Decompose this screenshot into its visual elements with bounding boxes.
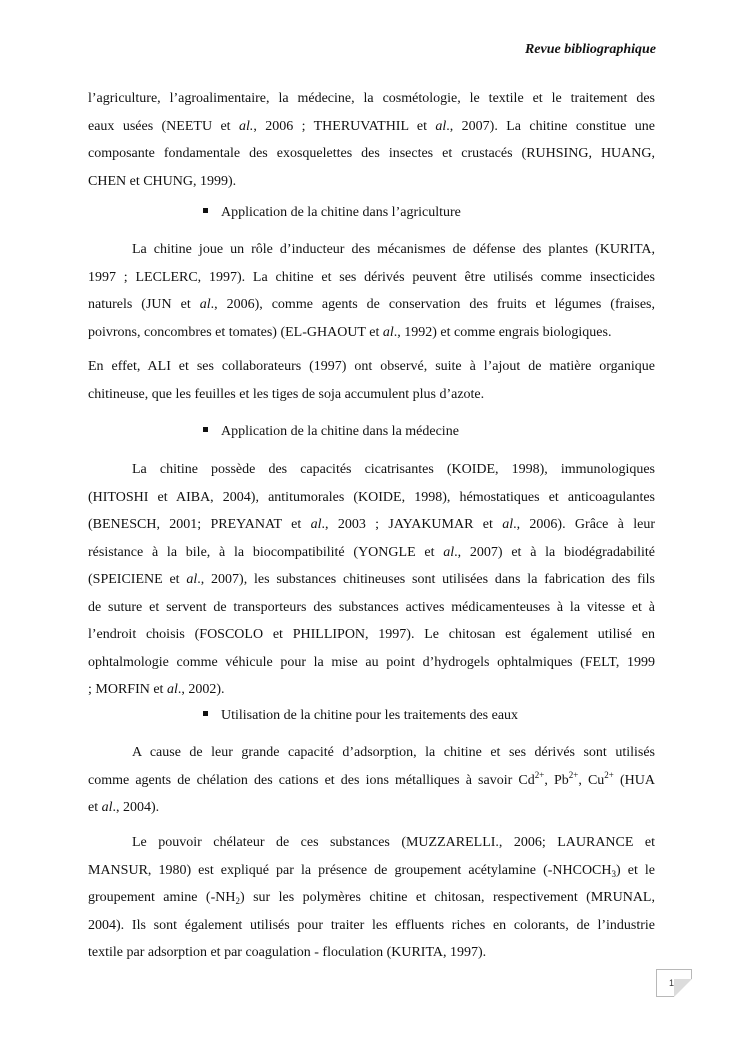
page-number-box: [656, 969, 692, 997]
paragraph-medecine: La chitine possède des capacités cicatrisantes (KOIDE, 1998), immunologiques (HITOSHI et AIBA, 2004), antitumorales (KOIDE, 1998), hémostatiques et anticoagulantes (BENESCH, 2001; PREYANAT et al., 2003 ; JAYAKUMAR et al., 2006). Grâce à leur résistance à la bile, à la biocompatibilité (YONGLE et al., 2007) et à la biodégradabilité (SPEICIENE et al., 2007), les substances chitineuses sont utilisées dans la fabrication des fils de suture et servent de transporteurs des substances actives médicamenteuses à la vitesse et à l’endroit choisis (FOSCOLO et PHILLIPON, 1997). Le chitosan est également utilisé en ophtalmologie comme véhicule pour la mise au point d’hydrogels ophtalmiques (FELT, 1999 ; MORFIN et al., 2002).: [88, 462, 655, 697]
page-number: 14: [668, 978, 679, 988]
paragraph-intro: l’agriculture, l’agroalimentaire, la médecine, la cosmétologie, le textile et le traitement des eaux usées (NEETU et al., 2006 ; THERUVATHIL et al., 2007). La chitine constitue une composante fondamentale des exosquelettes des insectes et crustacés (RUHSING, HUANG, CHEN et CHUNG, 1999).: [88, 91, 655, 189]
paragraph-adsorption: A cause de leur grande capacité d’adsorption, la chitine et ses dérivés sont utilisés comme agents de chélation des cations et des ions métalliques à savoir $Cd^{2+}$, $Pb^{2+}$, $Cu^{2+}$ (HUA et al., 2004).: [88, 745, 655, 815]
paragraph-agriculture: La chitine joue un rôle d’inducteur des mécanismes de défense des plantes (KURITA, 1997 ; LECLERC, 1997). La chitine et ses dérivés peuvent être utilisés comme insecticides naturels (JUN et al., 2006), comme agents de conservation des fruits et légumes (fraises, poivrons, concombres et tomates) (EL-GHAOUT et al., 1992) et comme engrais biologiques.: [88, 242, 655, 340]
bullet-square-icon: [203, 427, 208, 432]
bullet-square-icon: [203, 711, 208, 716]
bullet-heading-agriculture: Application de la chitine dans l’agriculture: [203, 205, 461, 221]
page-curl-icon: [674, 979, 692, 997]
bullet-heading-medecine: Application de la chitine dans la médecine: [203, 424, 459, 440]
paragraph-soja: En effet, ALI et ses collaborateurs (1997) ont observé, suite à l’ajout de matière organique chitineuse, que les feuilles et les tiges de soja accumulent plus d’azote.: [88, 359, 655, 402]
paragraph-chelation: Le pouvoir chélateur de ces substances (MUZZARELLI., 2006; LAURANCE et MANSUR, 1980) est expliqué par la présence de groupement acétylamine $(-NHCOCH_3)$ et le groupement amine $(-NH_2)$ sur les polymères chitine et chitosan, respectivement (MRUNAL, 2004). Ils sont également utilisés pour traiter les effluents riches en colorants, de l’industrie textile par adsorption et par coagulation - floculation (KURITA, 1997).: [88, 835, 656, 960]
running-header: Revue bibliographique: [524, 42, 656, 57]
bullet-heading-eaux: Utilisation de la chitine pour les traitements des eaux: [203, 708, 518, 724]
bullet-square-icon: [203, 208, 208, 213]
